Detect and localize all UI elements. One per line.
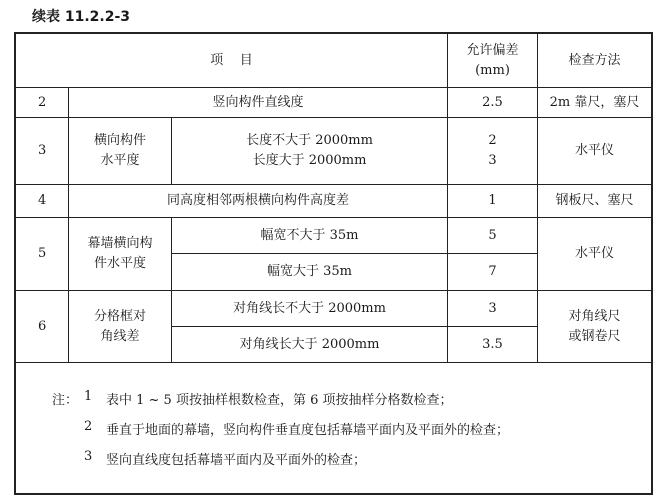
note-3-number: 3 (84, 449, 93, 464)
note-3-text: 竖向直线度包括幕墙平面内及平面外的检查； (106, 453, 367, 468)
table-caption: 续表 11.2.2-3 (32, 9, 131, 25)
row-5-no: 5 (38, 246, 47, 261)
row-6-no: 6 (38, 318, 47, 334)
row-2-no: 2 (38, 94, 47, 110)
row-4-method: 钢板尺、塞尺 (555, 193, 634, 208)
row-5-tolerance-1: 5 (488, 227, 497, 243)
row-4-no: 4 (38, 193, 47, 208)
row-3-method: 水平仪 (574, 143, 614, 158)
note-1-number: 1 (84, 389, 93, 404)
row-6-method: 对角线尺 或钢卷尺 (568, 308, 621, 344)
row-5-method: 水平仪 (574, 246, 614, 261)
row-4-tolerance: 1 (488, 193, 497, 208)
row-6-condition-2: 对角线长大于 2000mm (239, 336, 380, 352)
row-3-tolerances: 2 3 (488, 133, 497, 168)
row-3-conditions: 长度不大于 2000mm 长度大于 2000mm (246, 133, 373, 168)
row-2-item: 竖向构件直线度 (212, 94, 304, 110)
note-1-text: 表中 1 ~ 5 项按抽样根数检查，第 6 项按抽样分格数检查； (106, 393, 453, 408)
note-2-number: 2 (84, 419, 93, 434)
row-6-category: 分格框对 角线差 (93, 308, 146, 344)
row-3-no: 3 (38, 143, 47, 158)
row-5-condition-2: 幅宽大于 35m (266, 264, 352, 279)
tolerance-table (14, 32, 653, 495)
row-4-item: 同高度相邻两根横向构件高度差 (166, 193, 349, 208)
row-5-tolerance-2: 7 (488, 264, 497, 279)
header-tolerance: 允许偏差 (mm) (466, 42, 519, 78)
row-6-tolerance-1: 3 (488, 300, 497, 316)
note-2-text: 垂直于地面的幕墙，竖向构件垂直度包括幕墙平面内及平面外的检查； (106, 423, 510, 438)
header-method: 检查方法 (568, 52, 621, 68)
header-item: 项 目 (210, 52, 253, 68)
row-2-tolerance: 2.5 (482, 94, 503, 110)
row-5-condition-1: 幅宽不大于 35m (260, 227, 359, 243)
row-5-category: 幕墙横向构 件水平度 (87, 236, 153, 271)
row-6-condition-1: 对角线长不大于 2000mm (233, 300, 386, 316)
row-3-category: 横向构件 水平度 (93, 133, 146, 168)
row-2-method: 2m 靠尺，塞尺 (549, 94, 640, 110)
row-6-tolerance-2: 3.5 (482, 336, 503, 352)
notes-prefix: 注： (52, 393, 79, 408)
